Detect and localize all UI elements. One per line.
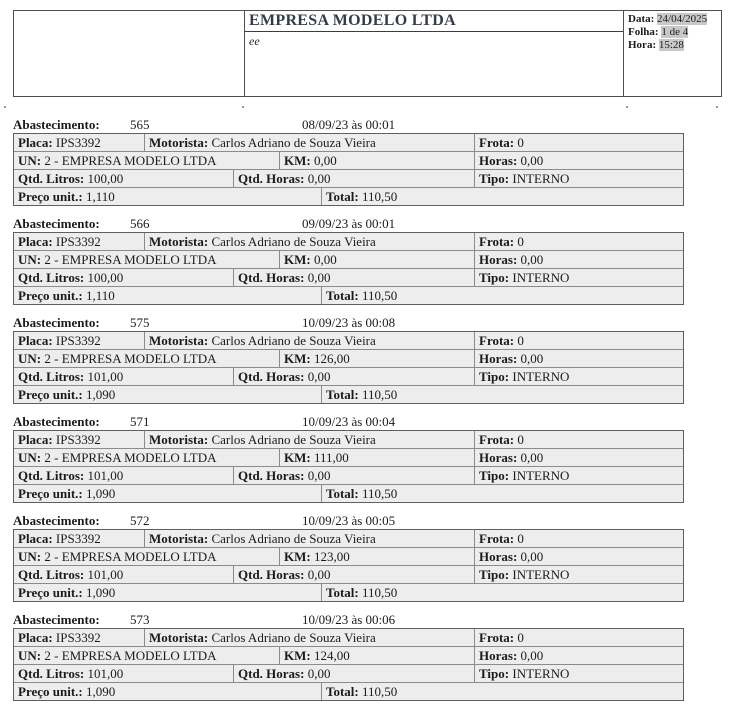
placa-label: Placa: [18,432,53,447]
border-artifact-dot [716,106,718,108]
qtd-litros-label: Qtd. Litros: [18,567,85,582]
cell-horas [474,251,683,268]
horas-value: 0,00 [520,450,544,465]
placa-label: Placa: [18,630,53,645]
motorista-value: Carlos Adriano de Souza Vieira [211,630,376,645]
cell-motorista [144,530,474,547]
preco-unit-label: Preço unit.: [18,189,83,204]
record-table [13,232,684,305]
header-logo-cell [14,11,245,96]
report-subtitle: ee [249,34,260,48]
cell-qtd-horas [233,170,474,187]
placa-label: Placa: [18,234,53,249]
cell-km [279,251,474,268]
record-number: 573 [130,612,150,627]
record-table [13,133,684,206]
tipo-value: INTERNO [512,171,570,186]
table-row-2 [14,349,683,367]
record-heading-label: Abastecimento: [13,414,100,429]
preco-unit-value: 1,110 [86,288,115,303]
cell-placa [14,431,144,448]
motorista-value: Carlos Adriano de Souza Vieira [211,135,376,150]
un-value: 2 - EMPRESA MODELO LTDA [44,153,217,168]
frota-value: 0 [517,234,524,249]
placa-value: IPS3392 [55,333,101,348]
preco-unit-value: 1,090 [86,486,116,501]
record-number: 572 [130,513,150,528]
cell-un [14,548,279,565]
km-label: KM: [284,450,311,465]
record-block [13,118,684,206]
placa-value: IPS3392 [55,432,101,447]
cell-km [279,350,474,367]
record-datetime: 10/09/23 às 00:04 [302,414,396,429]
cell-preco-unit [14,386,321,403]
border-artifact-dot [242,106,244,108]
table-row-4 [14,583,683,601]
qtd-litros-value: 100,00 [87,171,124,186]
record-heading-label: Abastecimento: [13,216,100,231]
table-row-3 [14,664,683,682]
tipo-value: INTERNO [512,567,570,582]
motorista-label: Motorista: [149,630,209,645]
report-header [13,10,722,97]
frota-label: Frota: [479,531,515,546]
motorista-value: Carlos Adriano de Souza Vieira [211,333,376,348]
cell-total [321,584,683,601]
motorista-label: Motorista: [149,234,209,249]
placa-label: Placa: [18,333,53,348]
cell-total [321,188,683,205]
un-label: UN: [18,351,42,366]
sheet-label: Folha: [628,26,659,38]
motorista-label: Motorista: [149,135,209,150]
cell-tipo [474,269,683,286]
table-row-1 [14,233,683,250]
table-row-1 [14,134,683,151]
horas-value: 0,00 [520,351,544,366]
qtd-horas-label: Qtd. Horas: [238,567,305,582]
frota-label: Frota: [479,333,515,348]
frota-value: 0 [517,630,524,645]
table-row-3 [14,466,683,484]
record-heading [13,514,684,528]
record-datetime: 10/09/23 às 00:08 [302,315,396,330]
time-label: Hora: [628,39,657,51]
cell-tipo [474,665,683,682]
un-label: UN: [18,153,42,168]
qtd-litros-value: 101,00 [87,468,124,483]
placa-label: Placa: [18,135,53,150]
cell-km [279,548,474,565]
cell-un [14,350,279,367]
preco-unit-label: Preço unit.: [18,585,83,600]
tipo-value: INTERNO [512,369,570,384]
horas-value: 0,00 [520,648,544,663]
header-title-cell [245,11,624,96]
cell-motorista [144,233,474,250]
total-value: 110,50 [362,288,398,303]
tipo-label: Tipo: [479,468,510,483]
cell-preco-unit [14,584,321,601]
placa-value: IPS3392 [55,531,101,546]
cell-horas [474,152,683,169]
record-block [13,613,684,701]
record-datetime: 09/09/23 às 00:01 [302,216,396,231]
qtd-horas-value: 0,00 [307,171,331,186]
un-label: UN: [18,549,42,564]
total-label: Total: [326,288,359,303]
km-label: KM: [284,549,311,564]
cell-total [321,386,683,403]
un-label: UN: [18,252,42,267]
record-heading-label: Abastecimento: [13,513,100,528]
table-row-1 [14,629,683,646]
table-row-2 [14,250,683,268]
horas-label: Horas: [479,252,518,267]
table-row-4 [14,682,683,700]
record-table [13,529,684,602]
record-number: 575 [130,315,150,330]
cell-preco-unit [14,287,321,304]
frota-value: 0 [517,135,524,150]
cell-motorista [144,629,474,646]
cell-horas [474,647,683,664]
table-row-1 [14,431,683,448]
cell-frota [474,233,683,250]
cell-tipo [474,566,683,583]
cell-placa [14,629,144,646]
total-label: Total: [326,486,359,501]
horas-label: Horas: [479,648,518,663]
horas-label: Horas: [479,153,518,168]
preco-unit-label: Preço unit.: [18,684,83,699]
cell-km [279,449,474,466]
qtd-litros-label: Qtd. Litros: [18,468,85,483]
record-block [13,316,684,404]
table-row-2 [14,646,683,664]
km-value: 0,00 [313,252,337,267]
cell-placa [14,134,144,151]
cell-motorista [144,134,474,151]
un-value: 2 - EMPRESA MODELO LTDA [44,450,217,465]
motorista-label: Motorista: [149,333,209,348]
table-row-3 [14,565,683,583]
cell-total [321,485,683,502]
header-meta-cell [624,11,721,96]
cell-un [14,251,279,268]
border-artifact-dot [4,106,6,108]
km-value: 124,00 [313,648,350,663]
time-value: 15:28 [658,39,684,51]
frota-label: Frota: [479,135,515,150]
cell-km [279,152,474,169]
frota-value: 0 [517,531,524,546]
cell-frota [474,134,683,151]
total-value: 110,50 [362,585,398,600]
horas-value: 0,00 [520,549,544,564]
un-label: UN: [18,450,42,465]
placa-value: IPS3392 [55,630,101,645]
table-row-1 [14,530,683,547]
cell-motorista [144,431,474,448]
tipo-label: Tipo: [479,270,510,285]
tipo-value: INTERNO [512,270,570,285]
cell-qtd-litros [14,665,233,682]
table-row-2 [14,151,683,169]
table-row-4 [14,187,683,205]
preco-unit-value: 1,090 [86,684,116,699]
un-value: 2 - EMPRESA MODELO LTDA [44,252,217,267]
qtd-horas-value: 0,00 [307,567,331,582]
record-datetime: 08/09/23 às 00:01 [302,117,396,132]
preco-unit-label: Preço unit.: [18,387,83,402]
cell-qtd-horas [233,665,474,682]
table-row-1 [14,332,683,349]
cell-un [14,449,279,466]
cell-qtd-litros [14,566,233,583]
cell-total [321,683,683,700]
preco-unit-value: 1,090 [86,387,116,402]
motorista-value: Carlos Adriano de Souza Vieira [211,531,376,546]
cell-frota [474,629,683,646]
date-value: 24/04/2025 [657,13,708,25]
record-datetime: 10/09/23 às 00:06 [302,612,396,627]
qtd-litros-value: 101,00 [87,666,124,681]
cell-qtd-litros [14,170,233,187]
km-label: KM: [284,648,311,663]
cell-qtd-horas [233,566,474,583]
un-value: 2 - EMPRESA MODELO LTDA [44,549,217,564]
qtd-horas-label: Qtd. Horas: [238,468,305,483]
preco-unit-value: 1,110 [86,189,115,204]
horas-value: 0,00 [520,153,544,168]
cell-qtd-litros [14,467,233,484]
tipo-label: Tipo: [479,567,510,582]
record-block [13,514,684,602]
horas-label: Horas: [479,450,518,465]
qtd-horas-value: 0,00 [307,270,331,285]
table-row-4 [14,286,683,304]
record-heading [13,613,684,627]
km-label: KM: [284,252,311,267]
frota-label: Frota: [479,234,515,249]
records [13,118,684,712]
qtd-horas-value: 0,00 [307,468,331,483]
cell-placa [14,530,144,547]
placa-label: Placa: [18,531,53,546]
total-value: 110,50 [362,387,398,402]
table-row-4 [14,484,683,502]
frota-value: 0 [517,432,524,447]
frota-label: Frota: [479,630,515,645]
record-table [13,430,684,503]
record-table [13,628,684,701]
qtd-litros-label: Qtd. Litros: [18,369,85,384]
border-artifact-dot [626,106,628,108]
qtd-litros-label: Qtd. Litros: [18,666,85,681]
table-row-4 [14,385,683,403]
company-name: EMPRESA MODELO LTDA [245,11,623,32]
un-value: 2 - EMPRESA MODELO LTDA [44,648,217,663]
cell-preco-unit [14,683,321,700]
cell-qtd-litros [14,269,233,286]
qtd-litros-label: Qtd. Litros: [18,171,85,186]
cell-total [321,287,683,304]
un-value: 2 - EMPRESA MODELO LTDA [44,351,217,366]
km-label: KM: [284,153,311,168]
tipo-label: Tipo: [479,369,510,384]
placa-value: IPS3392 [55,135,101,150]
sheet-value: 1 de 4 [661,26,689,38]
record-datetime: 10/09/23 às 00:05 [302,513,396,528]
km-value: 126,00 [313,351,350,366]
motorista-value: Carlos Adriano de Souza Vieira [211,234,376,249]
meta-time [628,39,721,52]
record-number: 571 [130,414,150,429]
tipo-label: Tipo: [479,666,510,681]
total-label: Total: [326,585,359,600]
cell-qtd-litros [14,368,233,385]
frota-label: Frota: [479,432,515,447]
cell-horas [474,548,683,565]
total-value: 110,50 [362,189,398,204]
cell-frota [474,431,683,448]
meta-date [628,13,721,26]
preco-unit-value: 1,090 [86,585,116,600]
record-heading [13,415,684,429]
cell-qtd-horas [233,269,474,286]
date-label: Data: [628,13,655,25]
cell-preco-unit [14,485,321,502]
total-value: 110,50 [362,486,398,501]
qtd-horas-value: 0,00 [307,666,331,681]
cell-preco-unit [14,188,321,205]
tipo-value: INTERNO [512,666,570,681]
horas-value: 0,00 [520,252,544,267]
km-value: 111,00 [313,450,349,465]
record-heading [13,316,684,330]
frota-value: 0 [517,333,524,348]
km-label: KM: [284,351,311,366]
cell-motorista [144,332,474,349]
record-table [13,331,684,404]
cell-frota [474,332,683,349]
cell-tipo [474,170,683,187]
cell-placa [14,332,144,349]
record-number: 565 [130,117,150,132]
motorista-value: Carlos Adriano de Souza Vieira [211,432,376,447]
total-value: 110,50 [362,684,398,699]
km-value: 0,00 [313,153,337,168]
record-block [13,217,684,305]
tipo-value: INTERNO [512,468,570,483]
qtd-horas-label: Qtd. Horas: [238,171,305,186]
table-row-3 [14,169,683,187]
cell-tipo [474,467,683,484]
cell-placa [14,233,144,250]
km-value: 123,00 [313,549,350,564]
qtd-horas-label: Qtd. Horas: [238,369,305,384]
record-heading-label: Abastecimento: [13,117,100,132]
cell-horas [474,350,683,367]
record-block [13,415,684,503]
placa-value: IPS3392 [55,234,101,249]
preco-unit-label: Preço unit.: [18,486,83,501]
total-label: Total: [326,189,359,204]
cell-qtd-horas [233,368,474,385]
cell-frota [474,530,683,547]
table-row-2 [14,448,683,466]
qtd-horas-value: 0,00 [307,369,331,384]
horas-label: Horas: [479,549,518,564]
qtd-litros-value: 100,00 [87,270,124,285]
cell-horas [474,449,683,466]
qtd-litros-value: 101,00 [87,369,124,384]
record-heading [13,217,684,231]
record-heading [13,118,684,132]
qtd-litros-value: 101,00 [87,567,124,582]
table-row-3 [14,268,683,286]
qtd-litros-label: Qtd. Litros: [18,270,85,285]
qtd-horas-label: Qtd. Horas: [238,666,305,681]
total-label: Total: [326,684,359,699]
preco-unit-label: Preço unit.: [18,288,83,303]
record-heading-label: Abastecimento: [13,612,100,627]
table-row-2 [14,547,683,565]
total-label: Total: [326,387,359,402]
motorista-label: Motorista: [149,432,209,447]
qtd-horas-label: Qtd. Horas: [238,270,305,285]
record-number: 566 [130,216,150,231]
motorista-label: Motorista: [149,531,209,546]
horas-label: Horas: [479,351,518,366]
un-label: UN: [18,648,42,663]
cell-qtd-horas [233,467,474,484]
cell-un [14,152,279,169]
table-row-3 [14,367,683,385]
cell-tipo [474,368,683,385]
tipo-label: Tipo: [479,171,510,186]
meta-sheet [628,26,721,39]
cell-km [279,647,474,664]
cell-un [14,647,279,664]
record-heading-label: Abastecimento: [13,315,100,330]
